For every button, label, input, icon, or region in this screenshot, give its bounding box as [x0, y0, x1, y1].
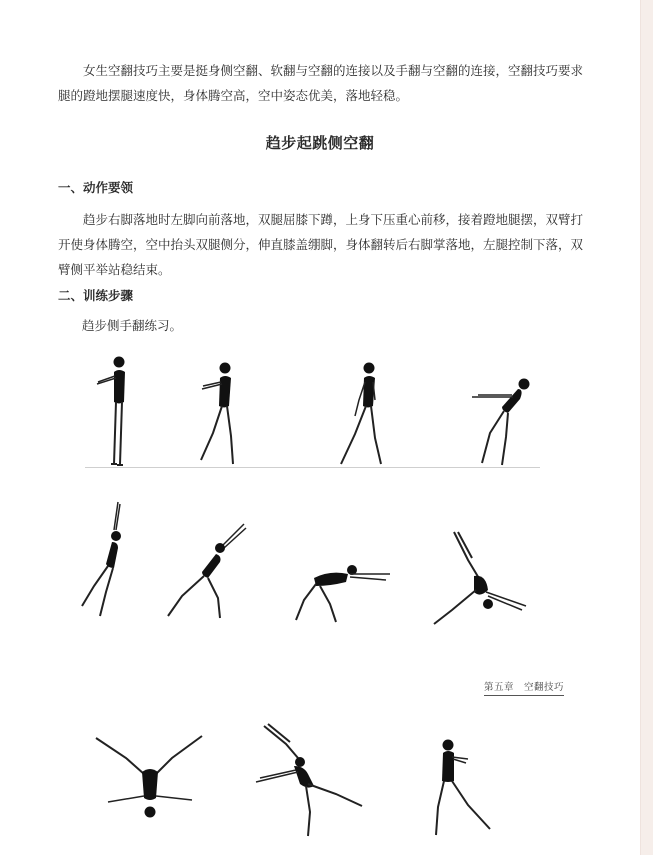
figure-step-forward: [195, 358, 245, 470]
ground-line: [85, 467, 540, 468]
figure-cartwheel-exit: [252, 722, 367, 840]
figure-lunge-arm-down: [335, 358, 390, 470]
heading-key-points: 一、动作要领: [58, 180, 134, 195]
intro-paragraph: 女生空翻技巧主要是挺身侧空翻、软翻与空翻的连接以及手翻与空翻的连接，空翻技巧要求腿的蹬地摆腿速度快，身体腾空高，空中姿态优美，落地轻稳。: [58, 63, 584, 103]
section-title: 趋步起跳侧空翻: [265, 134, 375, 152]
key-points-paragraph: 趋步右脚落地时左脚向前落地，双腿屈膝下蹲，上身下压重心前移，接着蹬地腿摆，双臂打开使身体腾空，空中抬头双腿侧分，伸直膝盖绷脚，身体翻转后右脚掌落地，左腿控制下落，双臂侧平举站稳结束。: [58, 212, 584, 277]
figure-landing: [428, 735, 498, 840]
heading-training-steps: 二、训练步骤: [58, 288, 134, 303]
figure-lean-arms-back: [468, 375, 538, 470]
chapter-label: 第五章 空翻技巧: [484, 679, 564, 696]
figure-handstand-split: [92, 732, 207, 827]
figure-standing-arms-forward: [92, 352, 142, 470]
figure-lunge-arms-up: [162, 520, 247, 620]
figure-crouch-forward: [290, 560, 395, 630]
figure-cartwheel-entry: [430, 530, 530, 628]
figure-arms-overhead: [78, 500, 128, 620]
page-edge: [640, 0, 653, 855]
training-step-1: 趋步侧手翻练习。: [82, 318, 183, 333]
